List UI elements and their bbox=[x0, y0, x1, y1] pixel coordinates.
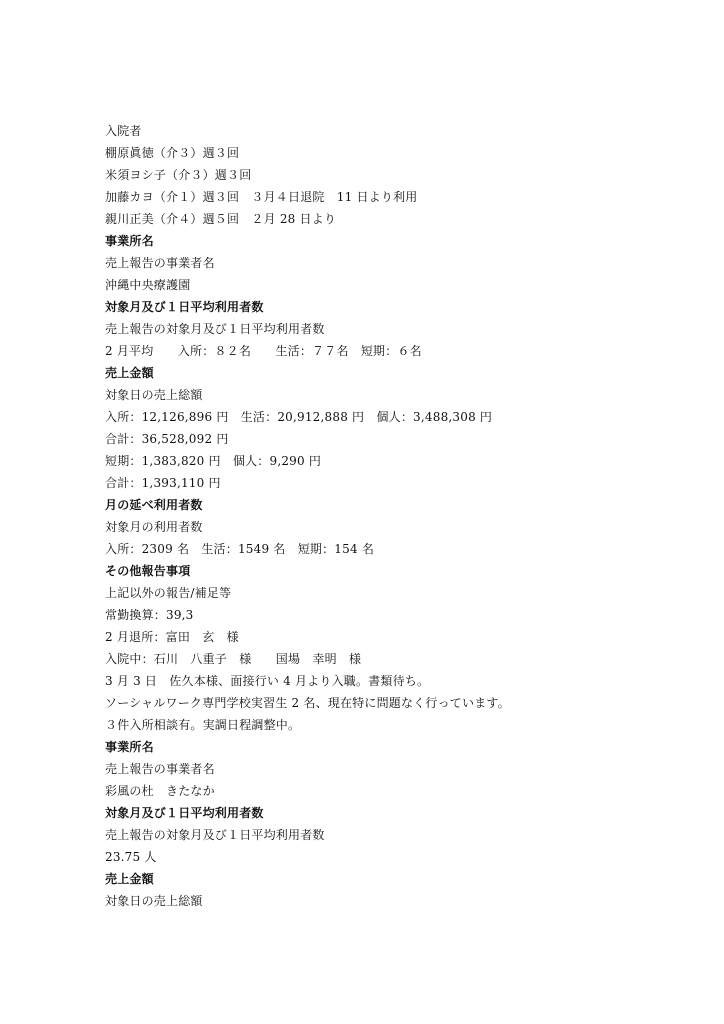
text-line: 加藤カヨ（介１）週３回 ３月４日退院 11 日より利用 bbox=[105, 190, 418, 204]
text-line: ソーシャルワーク専門学校実習生 2 名、現在特に問題なく行っています。 bbox=[105, 696, 510, 710]
text-line: 売上報告の対象月及び１日平均利用者数 bbox=[105, 322, 325, 336]
text-line: 3 月 3 日 佐久本様、面接行い 4 月より入職。書類待ち。 bbox=[105, 674, 430, 688]
text-line: ３件入所相談有。実調日程調整中。 bbox=[105, 718, 301, 732]
text-line: 上記以外の報告/補足等 bbox=[105, 586, 232, 600]
section-heading: 対象月及び１日平均利用者数 bbox=[105, 806, 264, 820]
section-heading: 売上金額 bbox=[105, 366, 154, 380]
document-body bbox=[105, 120, 705, 912]
section-heading: 対象月及び１日平均利用者数 bbox=[105, 300, 264, 314]
text-line: 2 月退所：富田 玄 様 bbox=[105, 630, 239, 644]
text-line: 沖縄中央療護園 bbox=[105, 278, 191, 292]
text-line: 売上報告の事業者名 bbox=[105, 762, 215, 776]
section-heading: 事業所名 bbox=[105, 740, 154, 754]
text-line: 対象月の利用者数 bbox=[105, 520, 203, 534]
section-heading: その他報告事項 bbox=[105, 564, 191, 578]
text-line: 入所：12,126,896 円 生活：20,912,888 円 個人：3,488,308 円 bbox=[105, 410, 493, 424]
text-line: 売上報告の対象月及び１日平均利用者数 bbox=[105, 828, 325, 842]
section-heading: 売上金額 bbox=[105, 872, 154, 886]
section-heading: 事業所名 bbox=[105, 234, 154, 248]
text-line: 入院者 bbox=[105, 124, 142, 138]
text-line: 常勤換算：39,3 bbox=[105, 608, 194, 622]
text-line: 売上報告の事業者名 bbox=[105, 256, 215, 270]
text-line: 対象日の売上総額 bbox=[105, 388, 203, 402]
text-line: 棚原眞徳（介３）週３回 bbox=[105, 146, 240, 160]
text-line: 2 月平均 入所：８２名 生活：７７名 短期：６名 bbox=[105, 344, 422, 358]
text-line: 彩風の杜 きたなか bbox=[105, 784, 215, 798]
text-line: 合計：1,393,110 円 bbox=[105, 476, 221, 490]
text-line: 入院中：石川 八重子 様 国場 幸明 様 bbox=[105, 652, 362, 666]
text-line: 合計：36,528,092 円 bbox=[105, 432, 229, 446]
section-heading: 月の延べ利用者数 bbox=[105, 498, 203, 512]
text-line: 短期：1,383,820 円 個人：9,290 円 bbox=[105, 454, 322, 468]
text-line: 対象日の売上総額 bbox=[105, 894, 203, 908]
text-line: 23.75 人 bbox=[105, 850, 157, 864]
text-line: 親川正美（介４）週５回 ２月 28 日より bbox=[105, 212, 337, 226]
text-line: 米須ヨシ子（介３）週３回 bbox=[105, 168, 252, 182]
text-line: 入所：2309 名 生活：1549 名 短期：154 名 bbox=[105, 542, 375, 556]
